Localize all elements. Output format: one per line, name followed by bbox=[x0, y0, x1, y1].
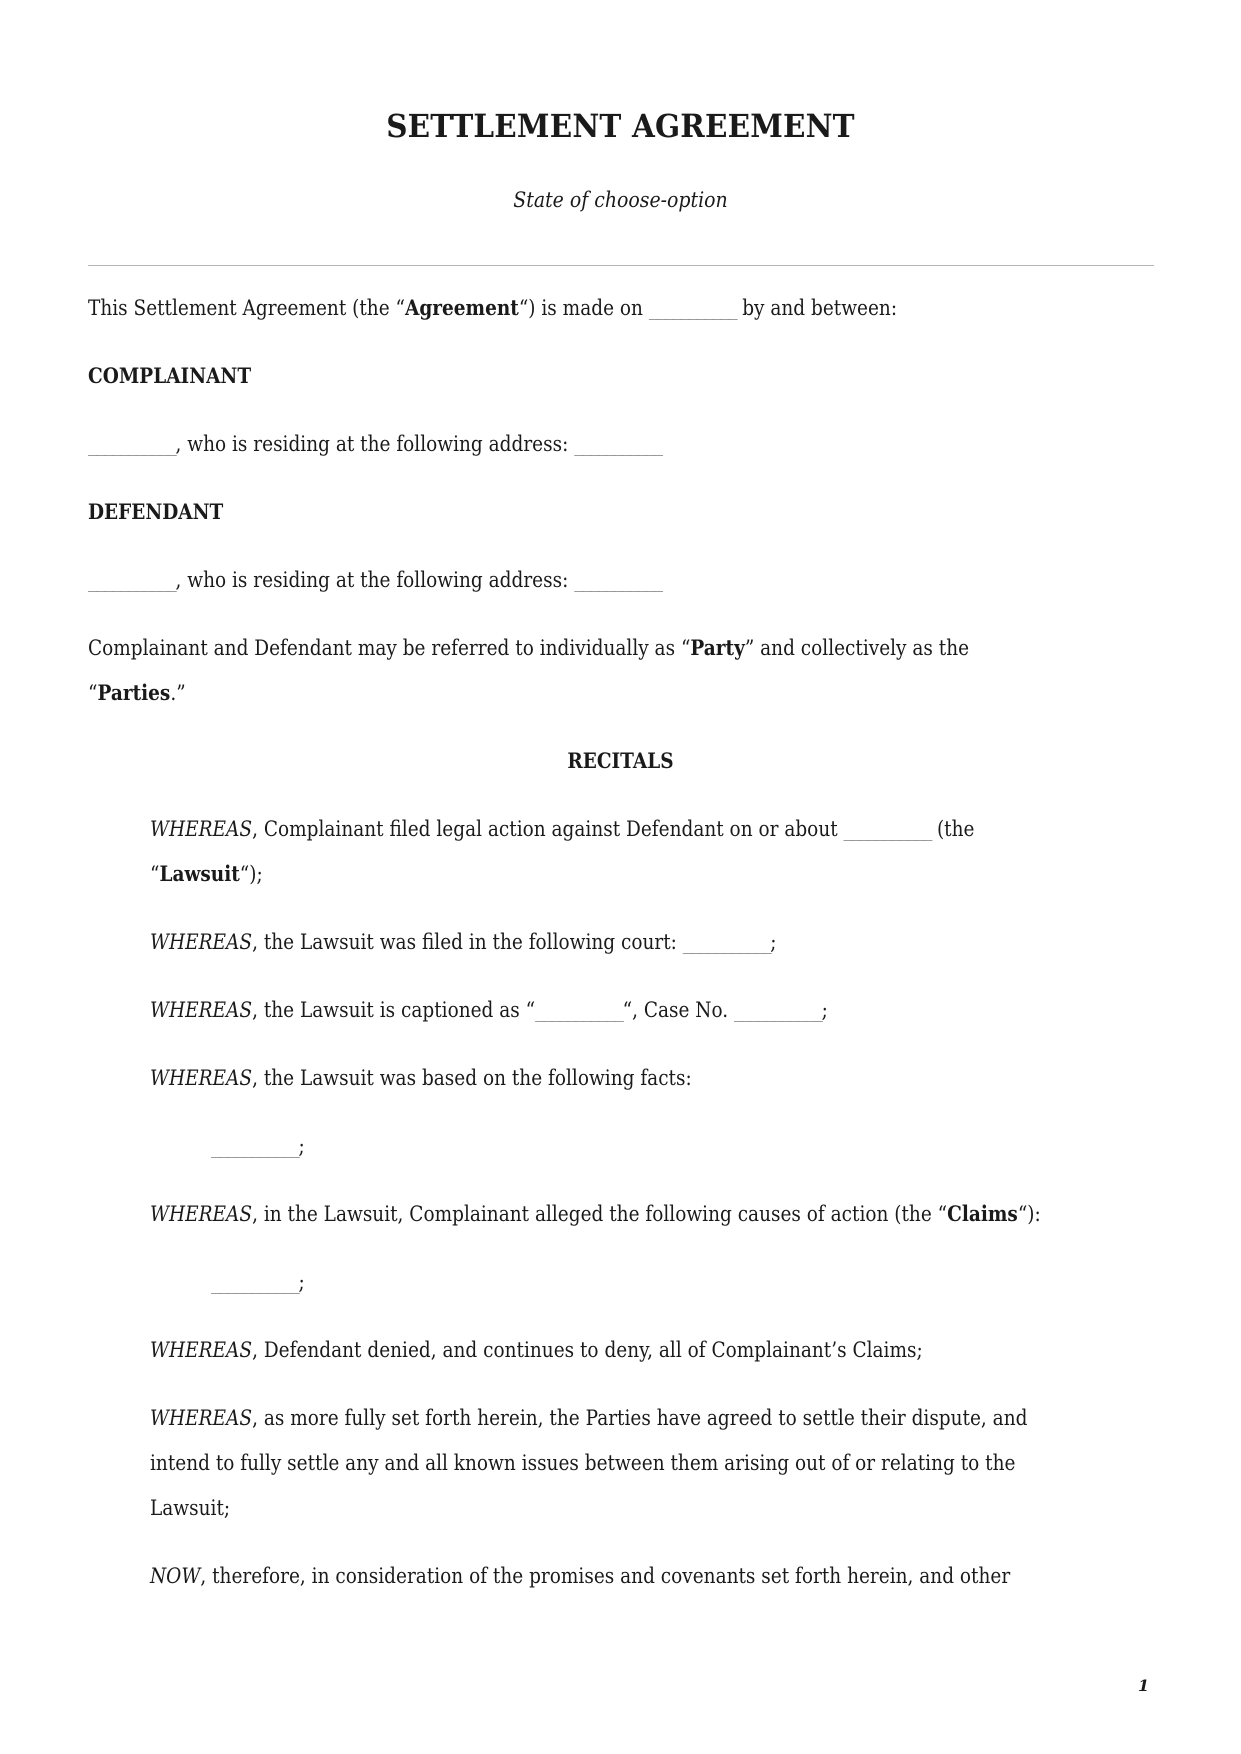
now-label: NOW bbox=[150, 1564, 201, 1589]
parties-paragraph-line-1 bbox=[88, 636, 969, 661]
recital-7-line-2: intend to fully settle any and all known issues between them arising out of or relating to the bbox=[150, 1451, 1016, 1476]
page-number: 1 bbox=[1138, 1676, 1150, 1695]
intro-text-mid: “) is made on bbox=[518, 296, 643, 321]
defined-term-party: Party bbox=[690, 636, 745, 661]
recital-text: , the Lawsuit was filed in the following court: bbox=[252, 930, 677, 955]
parties-paragraph-line-2 bbox=[88, 681, 186, 706]
whereas-label: WHEREAS bbox=[150, 817, 253, 842]
header-divider bbox=[88, 265, 1154, 266]
defendant-name-blank[interactable]: ___________ bbox=[88, 568, 176, 593]
quote-open: “ bbox=[88, 681, 98, 706]
recital-text: , the Lawsuit is captioned as “ bbox=[252, 998, 536, 1023]
facts-line bbox=[211, 1134, 305, 1159]
recital-6 bbox=[150, 1338, 923, 1363]
parties-text: Complainant and Defendant may be referred to individually as “ bbox=[88, 636, 691, 661]
claims-line bbox=[211, 1270, 305, 1295]
document-subtitle: State of choose-option bbox=[513, 188, 728, 212]
quote-open: “ bbox=[150, 862, 160, 887]
whereas-label: WHEREAS bbox=[150, 930, 253, 955]
recital-7-line-1 bbox=[150, 1406, 1027, 1431]
whereas-label: WHEREAS bbox=[150, 1202, 253, 1227]
recital-text: , in the Lawsuit, Complainant alleged the following causes of action (the “ bbox=[252, 1202, 948, 1227]
recital-text: , as more fully set forth herein, the Parties have agreed to settle their dispute, and bbox=[252, 1406, 1028, 1431]
complainant-name-blank[interactable]: ___________ bbox=[88, 432, 176, 457]
defendant-line bbox=[88, 568, 662, 593]
complainant-text: , who is residing at the following address: bbox=[175, 432, 569, 457]
document-title: SETTLEMENT AGREEMENT bbox=[386, 107, 855, 145]
court-blank[interactable]: ___________ bbox=[682, 930, 771, 955]
defined-term-claims: Claims bbox=[947, 1202, 1018, 1227]
recital-1-line-2 bbox=[150, 862, 263, 887]
recitals-heading: RECITALS bbox=[567, 749, 674, 774]
recital-4 bbox=[150, 1066, 692, 1091]
recital-2 bbox=[150, 930, 777, 955]
recital-1-line-1 bbox=[150, 817, 974, 842]
intro-paragraph bbox=[88, 296, 897, 321]
quote-close: .” bbox=[170, 681, 186, 706]
whereas-label: WHEREAS bbox=[150, 1338, 253, 1363]
lawsuit-date-blank[interactable]: ___________ bbox=[843, 817, 932, 842]
date-blank-field[interactable]: ___________ bbox=[648, 296, 737, 321]
caption-blank[interactable]: ___________ bbox=[535, 998, 623, 1023]
whereas-label: WHEREAS bbox=[150, 1066, 253, 1091]
whereas-label: WHEREAS bbox=[150, 998, 253, 1023]
semicolon: ; bbox=[821, 998, 828, 1023]
clause-text: , therefore, in consideration of the promises and covenants set forth herein, and other bbox=[200, 1564, 1011, 1589]
defendant-address-blank[interactable]: ___________ bbox=[574, 568, 662, 593]
semicolon: ; bbox=[770, 930, 777, 955]
intro-text-end: by and between: bbox=[742, 296, 898, 321]
recital-text-end: “): bbox=[1017, 1202, 1041, 1227]
semicolon: ; bbox=[298, 1134, 305, 1159]
defendant-text: , who is residing at the following address: bbox=[175, 568, 569, 593]
recital-5 bbox=[150, 1202, 1041, 1227]
recital-text: , Complainant filed legal action against Defendant on or about bbox=[252, 817, 838, 842]
facts-blank[interactable]: ___________ bbox=[211, 1134, 299, 1159]
parties-text-end: ” and collectively as the bbox=[744, 636, 970, 661]
defined-term-lawsuit: Lawsuit bbox=[159, 862, 240, 887]
recital-3 bbox=[150, 998, 828, 1023]
defined-term-parties: Parties bbox=[97, 681, 171, 706]
case-number-blank[interactable]: ___________ bbox=[734, 998, 822, 1023]
semicolon: ; bbox=[298, 1270, 305, 1295]
complainant-line bbox=[88, 432, 662, 457]
complainant-heading: COMPLAINANT bbox=[88, 364, 252, 389]
recital-text: , the Lawsuit was based on the following facts: bbox=[252, 1066, 692, 1091]
claims-blank[interactable]: ___________ bbox=[211, 1270, 299, 1295]
recital-7-line-3: Lawsuit; bbox=[150, 1496, 231, 1521]
recital-text-end: (the bbox=[936, 817, 975, 842]
intro-text: This Settlement Agreement (the “ bbox=[88, 296, 405, 321]
whereas-label: WHEREAS bbox=[150, 1406, 253, 1431]
defendant-heading: DEFENDANT bbox=[88, 500, 224, 525]
recital-text: , Defendant denied, and continues to deny, all of Complainant’s Claims; bbox=[252, 1338, 923, 1363]
quote-close: “); bbox=[239, 862, 263, 887]
now-therefore-clause bbox=[150, 1564, 1010, 1589]
defined-term-agreement: Agreement bbox=[404, 296, 519, 321]
complainant-address-blank[interactable]: ___________ bbox=[574, 432, 662, 457]
recital-text-mid: “, Case No. bbox=[622, 998, 729, 1023]
